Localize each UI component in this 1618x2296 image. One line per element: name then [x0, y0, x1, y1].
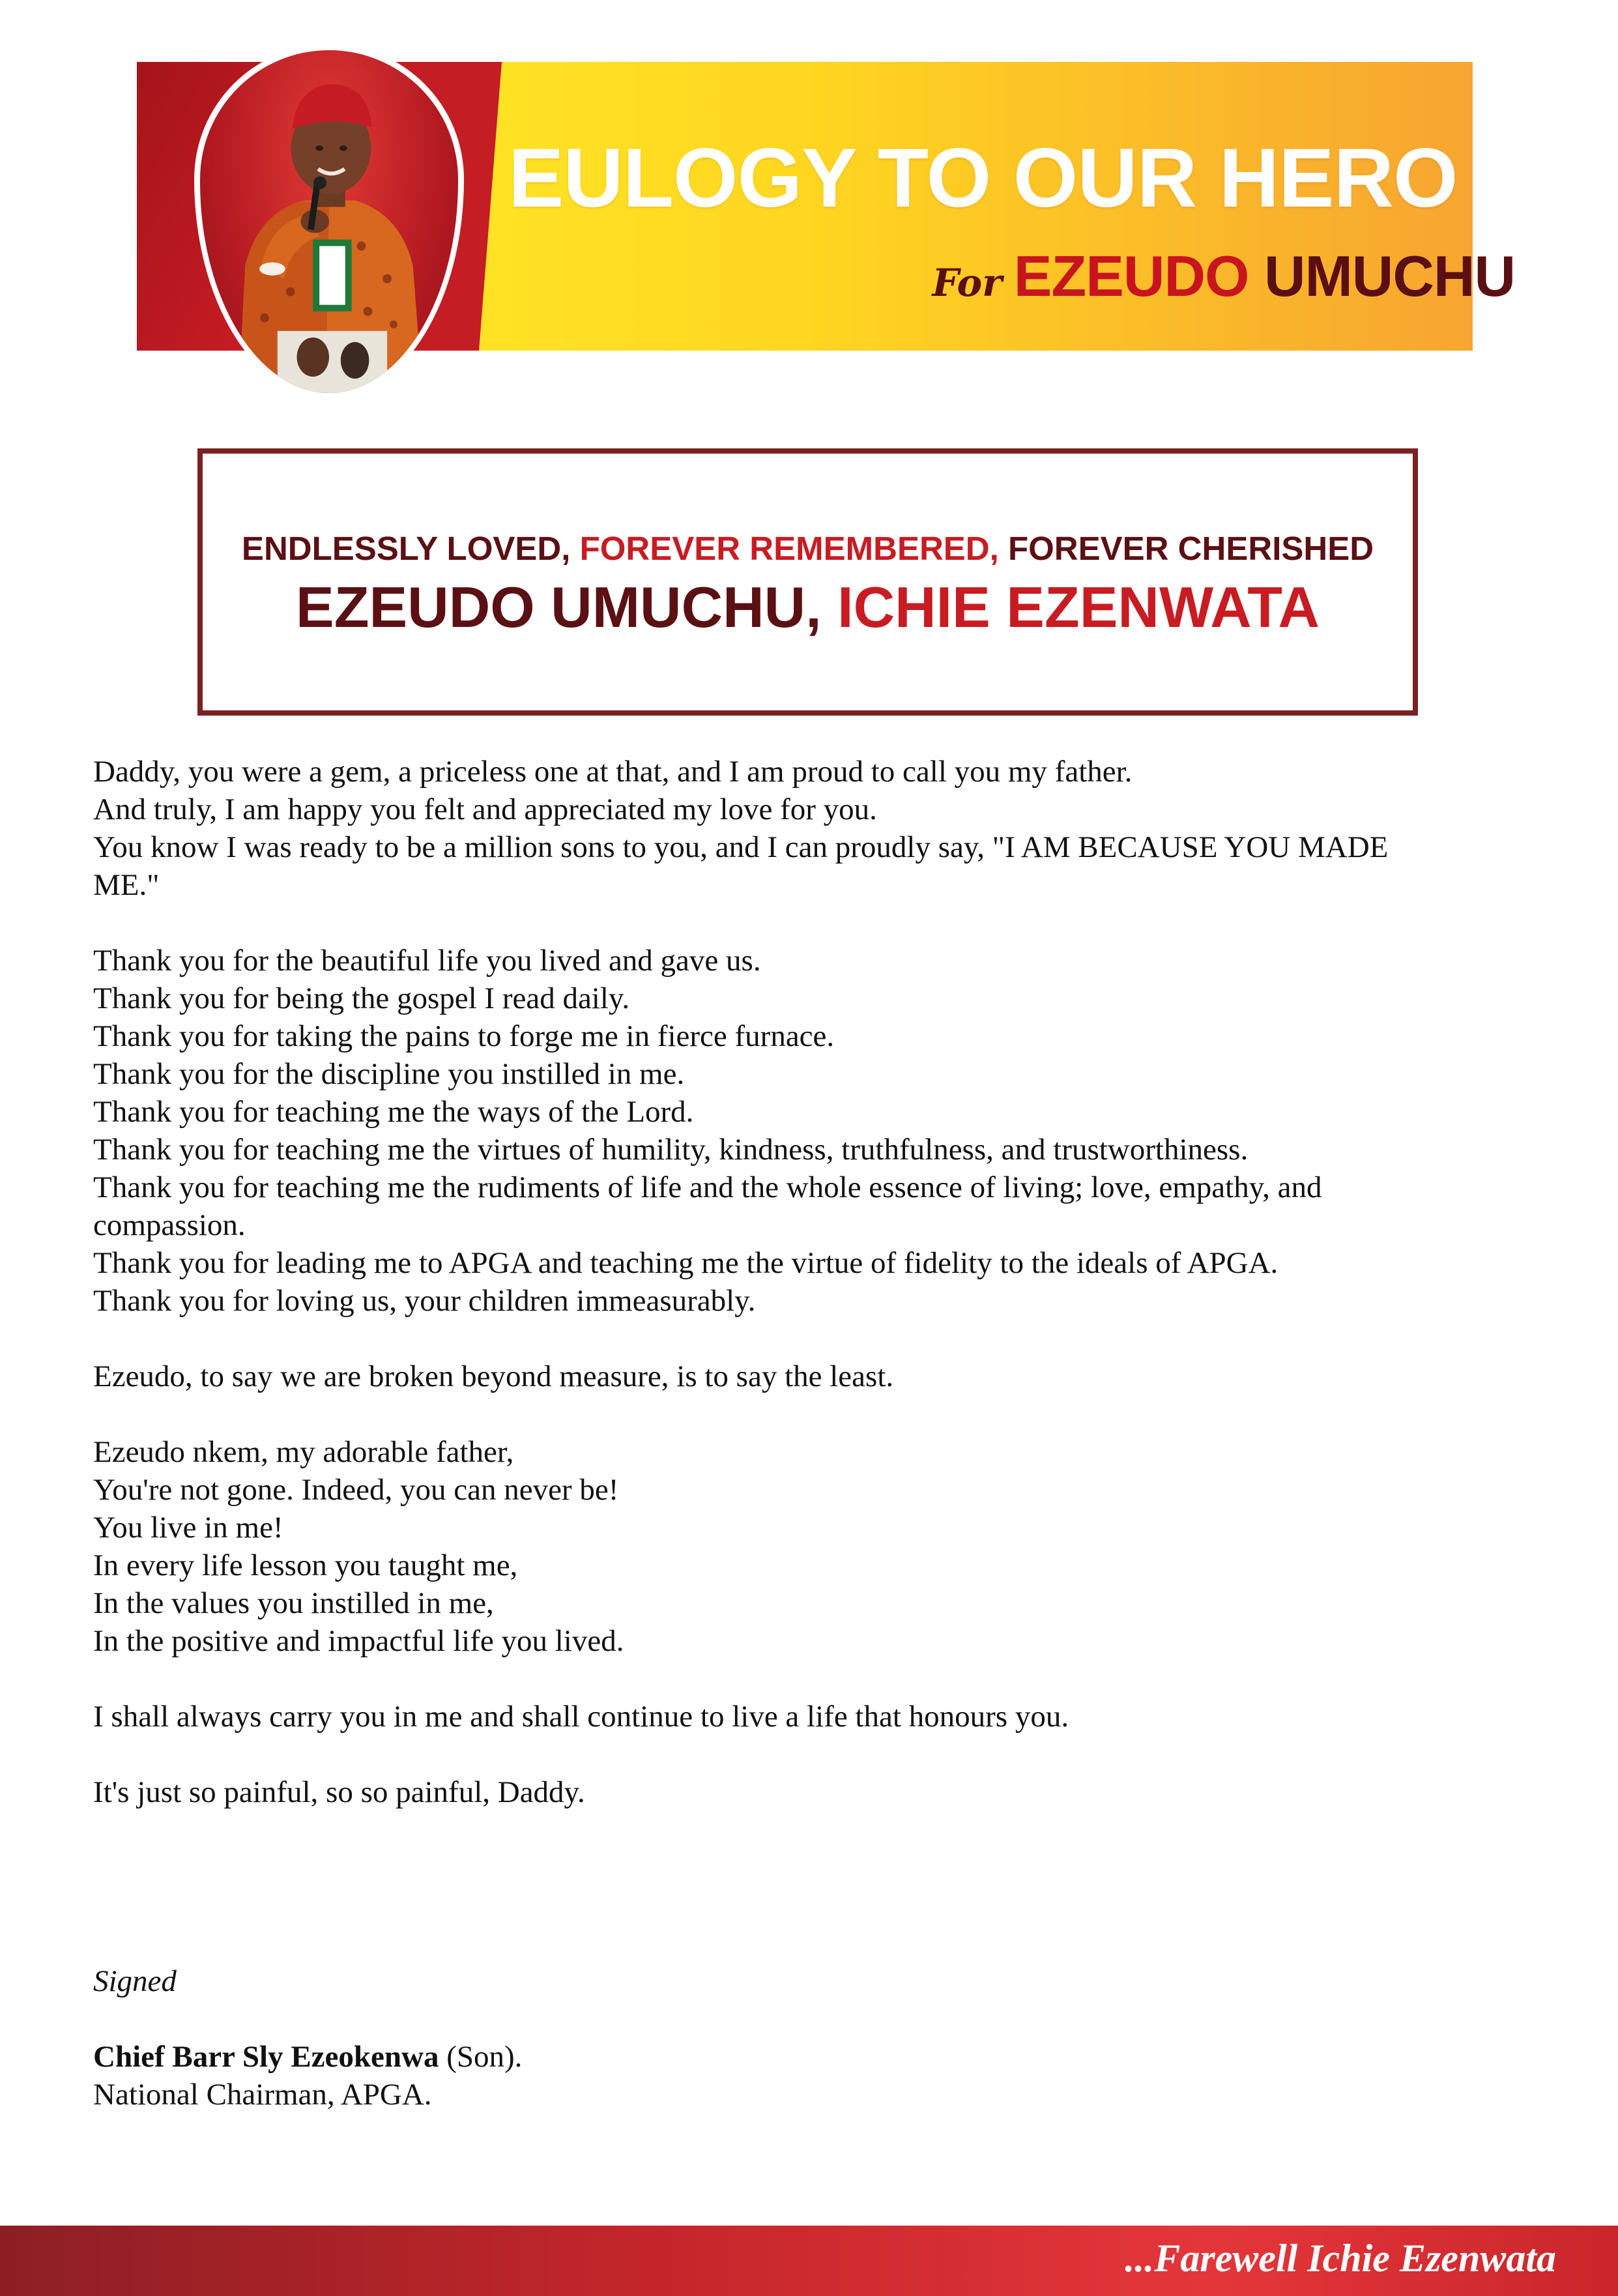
- banner-subtitle-name-first: EZEUDO: [1013, 244, 1249, 308]
- letter-line: Daddy, you were a gem, a priceless one at that, and I am proud to call you my father.: [93, 755, 1133, 789]
- signatory-title: National Chairman, APGA.: [93, 2078, 432, 2112]
- thanks-line: Thank you for loving us, your children immeasurably.: [93, 1284, 756, 1318]
- thanks-line: compassion.: [93, 1208, 246, 1242]
- portrait-frame: [195, 46, 463, 398]
- letter-line: ME.": [93, 868, 160, 902]
- banner-subtitle: [847, 244, 1515, 308]
- poem-line: You're not gone. Indeed, you can never be!: [93, 1473, 619, 1507]
- thanks-line: Thank you for teaching me the virtues of humility, kindness, truthfulness, and trustworthiness.: [93, 1133, 1249, 1167]
- footer-farewell-text: ...Farewell Ichie Ezenwata: [1125, 2237, 1556, 2280]
- tribute-name: EZEUDO UMUCHU, ICHIE EZENWATA: [296, 575, 1320, 639]
- banner-subtitle-prefix: For: [932, 261, 1002, 305]
- carry-line: I shall always carry you in me and shall continue to live a life that honours you.: [93, 1700, 1069, 1734]
- thanks-line: Thank you for leading me to APGA and teaching me the virtue of fidelity to the ideals of APGA.: [93, 1246, 1279, 1280]
- thanks-line: Thank you for the discipline you instilled in me.: [93, 1057, 685, 1091]
- letter-line: And truly, I am happy you felt and appreciated my love for you.: [93, 792, 877, 826]
- signed-label: Signed: [93, 1964, 177, 1998]
- poem-line: In the values you instilled in me,: [93, 1586, 494, 1620]
- footer-band: [0, 2226, 1618, 2296]
- poem-line: You live in me!: [93, 1511, 283, 1545]
- broken-line: Ezeudo, to say we are broken beyond measure, is to say the least.: [93, 1359, 894, 1393]
- signatory-name: Chief Barr Sly Ezeokenwa (Son).: [93, 2040, 523, 2074]
- painful-line: It's just so painful, so so painful, Daddy.: [93, 1775, 585, 1809]
- eulogy-letter: [93, 753, 1488, 2114]
- thanks-line: Thank you for teaching me the rudiments of life and the whole essence of living; love, empathy, and: [93, 1170, 1322, 1204]
- thanks-line: Thank you for teaching me the ways of the Lord.: [93, 1095, 694, 1129]
- banner-title: EULOGY TO OUR HERO: [508, 132, 1458, 225]
- tribute-box: [197, 448, 1418, 716]
- poem-line: In every life lesson you taught me,: [93, 1548, 518, 1582]
- man-speaking-illustration: [200, 50, 458, 393]
- portrait-photo: [200, 50, 458, 393]
- banner-subtitle-name-second: UMUCHU: [1264, 244, 1515, 308]
- tribute-tagline: ENDLESSLY LOVED, FOREVER REMEMBERED, FOREVER CHERISHED: [241, 530, 1374, 567]
- thanks-line: Thank you for being the gospel I read daily.: [93, 981, 630, 1015]
- letter-line: You know I was ready to be a million sons to you, and I can proudly say, "I AM BECAUSE YOU MADE: [93, 830, 1389, 864]
- thanks-line: Thank you for taking the pains to forge me in fierce furnace.: [93, 1019, 835, 1053]
- poem-line: Ezeudo nkem, my adorable father,: [93, 1435, 514, 1469]
- poem-line: In the positive and impactful life you lived.: [93, 1624, 624, 1658]
- thanks-line: Thank you for the beautiful life you lived and gave us.: [93, 944, 761, 978]
